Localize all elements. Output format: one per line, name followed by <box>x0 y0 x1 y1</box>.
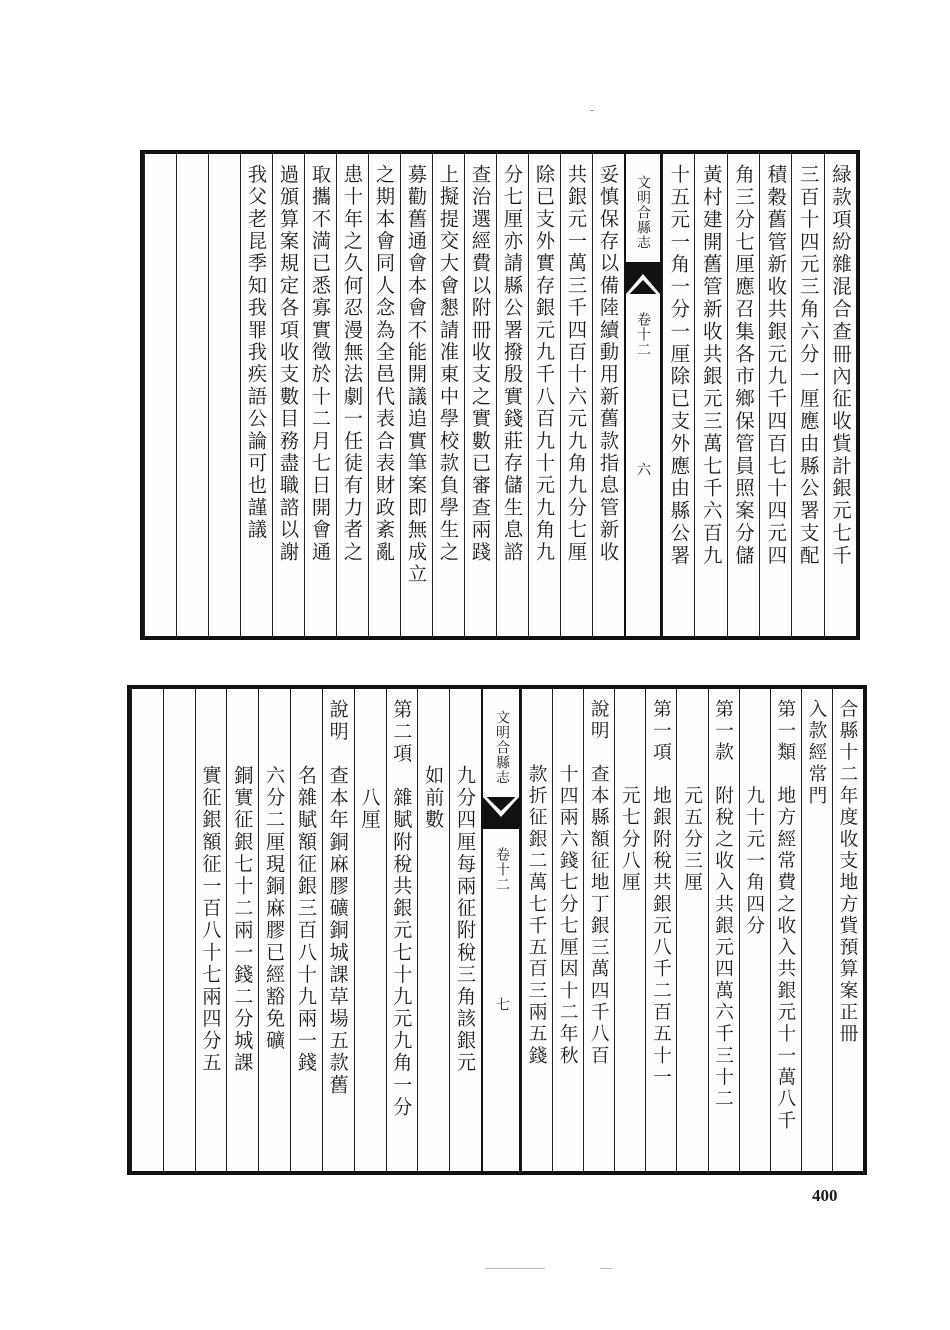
column-rule <box>662 154 663 636</box>
column-rule <box>496 154 497 636</box>
text-column: 第二項 雜賦附稅共銀元七十九元九角一分 <box>390 699 414 1119</box>
text-column: 名雜賦額征銀三百八十九兩一錢 <box>294 699 318 1075</box>
column-rule <box>464 154 465 636</box>
column-rule <box>583 689 584 1171</box>
column-rule <box>272 154 273 636</box>
text-column: 取攜不満已悉寡實徵於十二月七日開會通 <box>309 164 332 564</box>
column-rule <box>592 154 593 636</box>
column-rule <box>791 154 792 636</box>
column-rule <box>368 154 369 636</box>
top-page-panel <box>140 150 860 640</box>
text-column: 八厘 <box>358 699 382 832</box>
column-rule <box>417 689 418 1171</box>
text-column: 入款經常門 <box>805 699 827 808</box>
text-column: 患十年之久何忍漫無法劇一任徒有力者之 <box>341 164 364 564</box>
column-rule <box>770 689 771 1171</box>
text-column <box>164 689 194 1171</box>
column-rule <box>226 689 227 1171</box>
column-rule <box>694 154 695 636</box>
column-rule <box>727 154 728 636</box>
text-column: 銅實征銀七十二兩一錢二分城課 <box>231 699 255 1075</box>
column-rule <box>832 689 833 1171</box>
text-column: 第一款 附稅之收入共銀元四萬六千三十二 <box>712 699 734 1111</box>
column-rule <box>759 154 760 636</box>
text-column <box>209 154 239 636</box>
text-column <box>177 154 207 636</box>
text-column: 說明 查本縣額征地丁銀三萬四千八百 <box>588 699 610 1068</box>
column-rule <box>163 689 164 1171</box>
column-rule <box>739 689 740 1171</box>
text-column: 第一類 地方經常費之收入共銀元十一萬八千 <box>774 699 796 1132</box>
book-title: 文明合縣志 <box>635 174 651 250</box>
text-column: 過頒算案規定各項收支數目務盡職諮以謝 <box>277 164 300 564</box>
column-rule <box>290 689 291 1171</box>
text-column: 共銀元一萬三千四百十六元九角九分七厘 <box>565 164 588 564</box>
column-rule <box>552 689 553 1171</box>
text-column: 上擬提交大會懇請准東中學校款負學生之 <box>437 164 460 564</box>
column-rule <box>432 154 433 636</box>
text-column: 黃村建開舊管新收共銀元三萬七千六百九 <box>699 164 723 568</box>
center-strip <box>481 689 521 1171</box>
center-strip <box>624 154 662 636</box>
fish-tail-mark <box>626 262 660 294</box>
text-column: 除已支外實存銀元九千八百九十元九角九 <box>533 164 556 564</box>
column-rule <box>336 154 337 636</box>
column-rule <box>824 154 825 636</box>
text-column: 六分二厘現銅麻膠已經豁免礦 <box>263 699 287 1053</box>
text-column: 分七厘亦請縣公署撥殷實錢莊存儲生息諮 <box>501 164 524 564</box>
column-rule <box>240 154 241 636</box>
leaf-number: 七 <box>494 997 510 1011</box>
column-rule <box>354 689 355 1171</box>
text-column: 妥慎保存以備陸續動用新舊款指息管新收 <box>597 164 620 564</box>
text-column: 實征銀額征一百八十七兩四分五 <box>199 699 223 1075</box>
column-rule <box>708 689 709 1171</box>
column-rule <box>801 689 802 1171</box>
column-rule <box>195 689 196 1171</box>
column-rule <box>258 689 259 1171</box>
column-rule <box>528 154 529 636</box>
text-column: 九分四厘每兩征附稅三角該銀元 <box>453 699 477 1075</box>
column-rule <box>449 689 450 1171</box>
bottom-page-panel <box>127 685 867 1175</box>
column-rule <box>560 154 561 636</box>
column-rule <box>322 689 323 1171</box>
scan-speck <box>600 1268 612 1269</box>
leaf-number: 六 <box>635 462 651 476</box>
column-rule <box>521 689 522 1171</box>
column-rule <box>304 154 305 636</box>
column-rule <box>614 689 615 1171</box>
column-rule <box>144 154 145 636</box>
fish-tail-mark <box>483 797 519 829</box>
volume-label: 卷十二 <box>635 311 651 357</box>
text-column: 緑款項紛雜混合查冊內征收貲計銀元七千 <box>828 164 852 568</box>
column-rule <box>645 689 646 1171</box>
text-column <box>145 154 175 636</box>
page-number: 400 <box>812 1186 838 1205</box>
text-column: 合縣十二年度收支地方貲預算案正冊 <box>836 699 858 1046</box>
column-rule <box>131 689 132 1171</box>
volume-label: 卷十二 <box>494 846 510 892</box>
column-rule <box>176 154 177 636</box>
text-column: 款折征銀二萬七千五百三兩五錢 <box>526 699 548 1068</box>
scan-speck <box>485 1268 545 1269</box>
text-column: 募勸舊通會本會不能開議追實筆案即無成立 <box>405 164 428 586</box>
column-rule <box>676 689 677 1171</box>
text-column <box>132 689 162 1171</box>
text-column: 查治選經費以附冊收支之實數已審查兩踐 <box>469 164 492 564</box>
book-title: 文明合縣志 <box>494 709 510 785</box>
text-column: 十五元一角一分一厘除已支外應由縣公署 <box>667 164 691 568</box>
text-column: 如前數 <box>422 699 446 832</box>
scan-speck <box>590 110 594 111</box>
text-column: 之期本會同人念為全邑代表合表財政紊亂 <box>373 164 396 564</box>
column-rule <box>400 154 401 636</box>
text-column: 元七分八厘 <box>619 699 641 894</box>
text-column: 說明 查本年銅麻膠礦銅城課草場五款舊 <box>326 699 350 1097</box>
column-rule <box>386 689 387 1171</box>
text-column: 積穀舊管新收共銀元九千四百七十四元四 <box>764 164 788 568</box>
text-column: 九十元一角四分 <box>743 699 765 938</box>
text-column: 三百十四元三角六分一厘應由縣公署支配 <box>796 164 820 568</box>
text-column: 我父老昆季知我罪我疾語公論可也謹議 <box>245 164 268 542</box>
text-column: 第一項 地銀附稅共銀元八千二百五十一 <box>650 699 672 1089</box>
text-column: 角三分七厘應召集各市鄉保管員照案分儲 <box>731 164 755 568</box>
text-column: 元五分三厘 <box>681 699 703 894</box>
column-rule <box>208 154 209 636</box>
text-column: 十四兩六錢七分七厘因十二年秋 <box>557 699 579 1068</box>
